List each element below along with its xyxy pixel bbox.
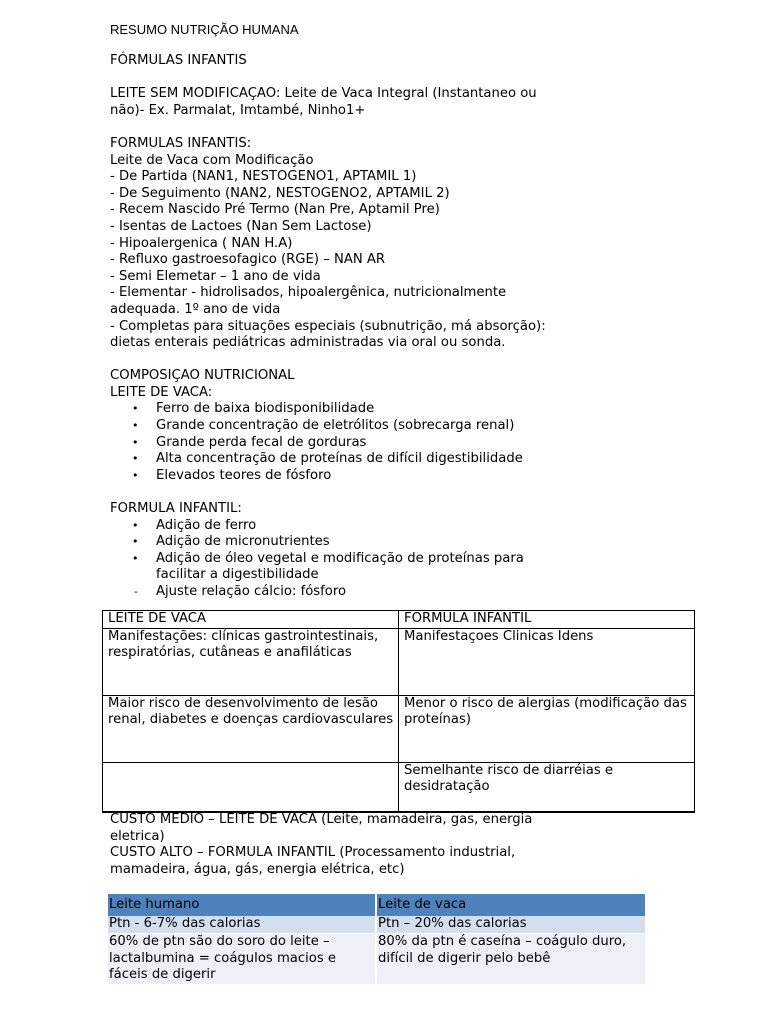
list-item: • Adição de ferro	[132, 517, 257, 533]
list-item-continuation: facilitar a digestibilidade	[156, 567, 319, 583]
table-row	[103, 628, 695, 695]
custo-section	[110, 812, 670, 878]
bullet-icon: •	[132, 435, 139, 449]
bullet-icon: •	[132, 419, 139, 433]
bullet-icon: •	[132, 468, 139, 482]
custo-line: mamadeira, água, gás, energia elétrica, etc)	[110, 861, 405, 877]
list-item: • Grande concentração de eletrólitos (sobrecarga renal)	[132, 418, 515, 434]
bullet-icon: •	[132, 402, 139, 416]
table-cell: 60% de ptn são do soro do leite – lactalbumina = coágulos macios e fáceis de digerir	[108, 934, 376, 985]
formulas-line: - Recem Nascido Pré Termo (Nan Pre, Aptamil Pre)	[110, 202, 440, 218]
table-header-row	[103, 611, 695, 629]
custo-line: CUSTO MEDIO – LEITE DE VACA (Leite, mamadeira, gas, energia	[110, 812, 533, 827]
table-cell: 80% da ptn é caseína – coágulo duro, difícil de digerir pelo bebê	[376, 934, 646, 985]
formulas-line: - Semi Elemetar – 1 ano de vida	[110, 268, 321, 284]
bullet-icon: •	[132, 535, 139, 549]
document-body	[110, 22, 670, 601]
leite-sem-modificacao-line-1: LEITE SEM MODIFICAÇAO: Leite de Vaca Integral (Instantaneo ou	[110, 86, 537, 102]
table-cell: Maior risco de desenvolvimento de lesão renal, diabetes e doenças cardiovasculares	[103, 695, 399, 762]
table-cell: Semelhante risco de diarréias e desidratação	[399, 762, 695, 812]
table-cell	[103, 762, 399, 812]
bullet-icon: •	[132, 551, 139, 565]
leite-de-vaca-list	[110, 401, 670, 484]
formula-infantil-heading: FORMULA INFANTIL:	[110, 501, 242, 517]
table-header-cell: LEITE DE VACA	[103, 611, 399, 629]
formulas-line: adequada. 1º ano de vida	[110, 301, 281, 317]
formulas-line: - De Partida (NAN1, NESTOGENO1, APTAMIL 1)	[110, 169, 417, 185]
bullet-icon: •	[132, 452, 139, 466]
formulas-line: - Hipoalergenica ( NAN H.A)	[110, 235, 293, 251]
table-cell: Ptn - 6-7% das calorias	[108, 916, 376, 934]
custo-line: CUSTO ALTO – FORMULA INFANTIL (Processamento industrial,	[110, 845, 516, 861]
formula-infantil-list	[110, 518, 670, 601]
formulas-line: dietas enterais pediátricas administradas via oral ou sonda.	[110, 335, 506, 351]
formulas-line: - Completas para situações especiais (subnutrição, má absorção):	[110, 318, 546, 334]
list-item: • Ferro de baixa biodisponibilidade	[132, 401, 375, 417]
formulas-line: - Isentas de Lactoes (Nan Sem Lactose)	[110, 218, 372, 234]
document-title: RESUMO NUTRIÇÃO HUMANA	[110, 22, 299, 37]
table-cell: Ptn – 20% das calorias	[376, 916, 646, 934]
table-header-cell: Leite humano	[108, 894, 376, 916]
table-header-cell: Leite de vaca	[376, 894, 646, 916]
composicao-subheading: LEITE DE VACA:	[110, 384, 213, 400]
formulas-line: - Elementar - hidrolisados, hipoalergênica, nutricionalmente	[110, 285, 507, 301]
leite-sem-modificacao-line-2: não)- Ex. Parmalat, Imtambé, Ninho1+	[110, 102, 366, 118]
formulas-line: - Refluxo gastroesofagico (RGE) – NAN AR	[110, 252, 386, 268]
table-row	[108, 916, 646, 934]
custo-line: eletrica)	[110, 828, 165, 844]
formulas-heading: FORMULAS INFANTIS:	[110, 135, 252, 151]
list-item: • Alta concentração de proteínas de difícil digestibilidade	[132, 451, 523, 467]
formulas-line: - De Seguimento (NAN2, NESTOGENO2, APTAMIL 2)	[110, 185, 450, 201]
table-row	[103, 762, 695, 812]
comparison-table	[102, 610, 695, 813]
table-cell: Manifestações: clínicas gastrointestinais, respiratórias, cutâneas e anafiláticas	[103, 628, 399, 695]
list-item: - Ajuste relação cálcio: fósforo	[134, 584, 347, 599]
formulas-line: Leite de Vaca com Modificação	[110, 152, 314, 168]
list-item: • Elevados teores de fósforo	[132, 467, 332, 483]
table-row	[103, 695, 695, 762]
milk-comparison-table	[108, 894, 647, 984]
composicao-heading: COMPOSIÇAO NUTRICIONAL	[110, 368, 295, 384]
table-cell: Manifestaçoes Clinicas Idens	[399, 628, 695, 695]
table-row	[108, 934, 646, 985]
table-cell: Menor o risco de alergias (modificação das proteínas)	[399, 695, 695, 762]
table-header-row	[108, 894, 646, 916]
bullet-icon: •	[132, 518, 139, 532]
list-item: • Adição de micronutrientes	[132, 534, 330, 550]
table-header-cell: FORMULA INFANTIL	[399, 611, 695, 629]
dash-bullet-icon: -	[134, 585, 138, 598]
list-item: • Adição de óleo vegetal e modificação de proteínas para	[132, 550, 524, 566]
heading-formulas-infantis: FÓRMULAS INFANTIS	[110, 53, 247, 68]
list-item: • Grande perda fecal de gorduras	[132, 434, 367, 450]
